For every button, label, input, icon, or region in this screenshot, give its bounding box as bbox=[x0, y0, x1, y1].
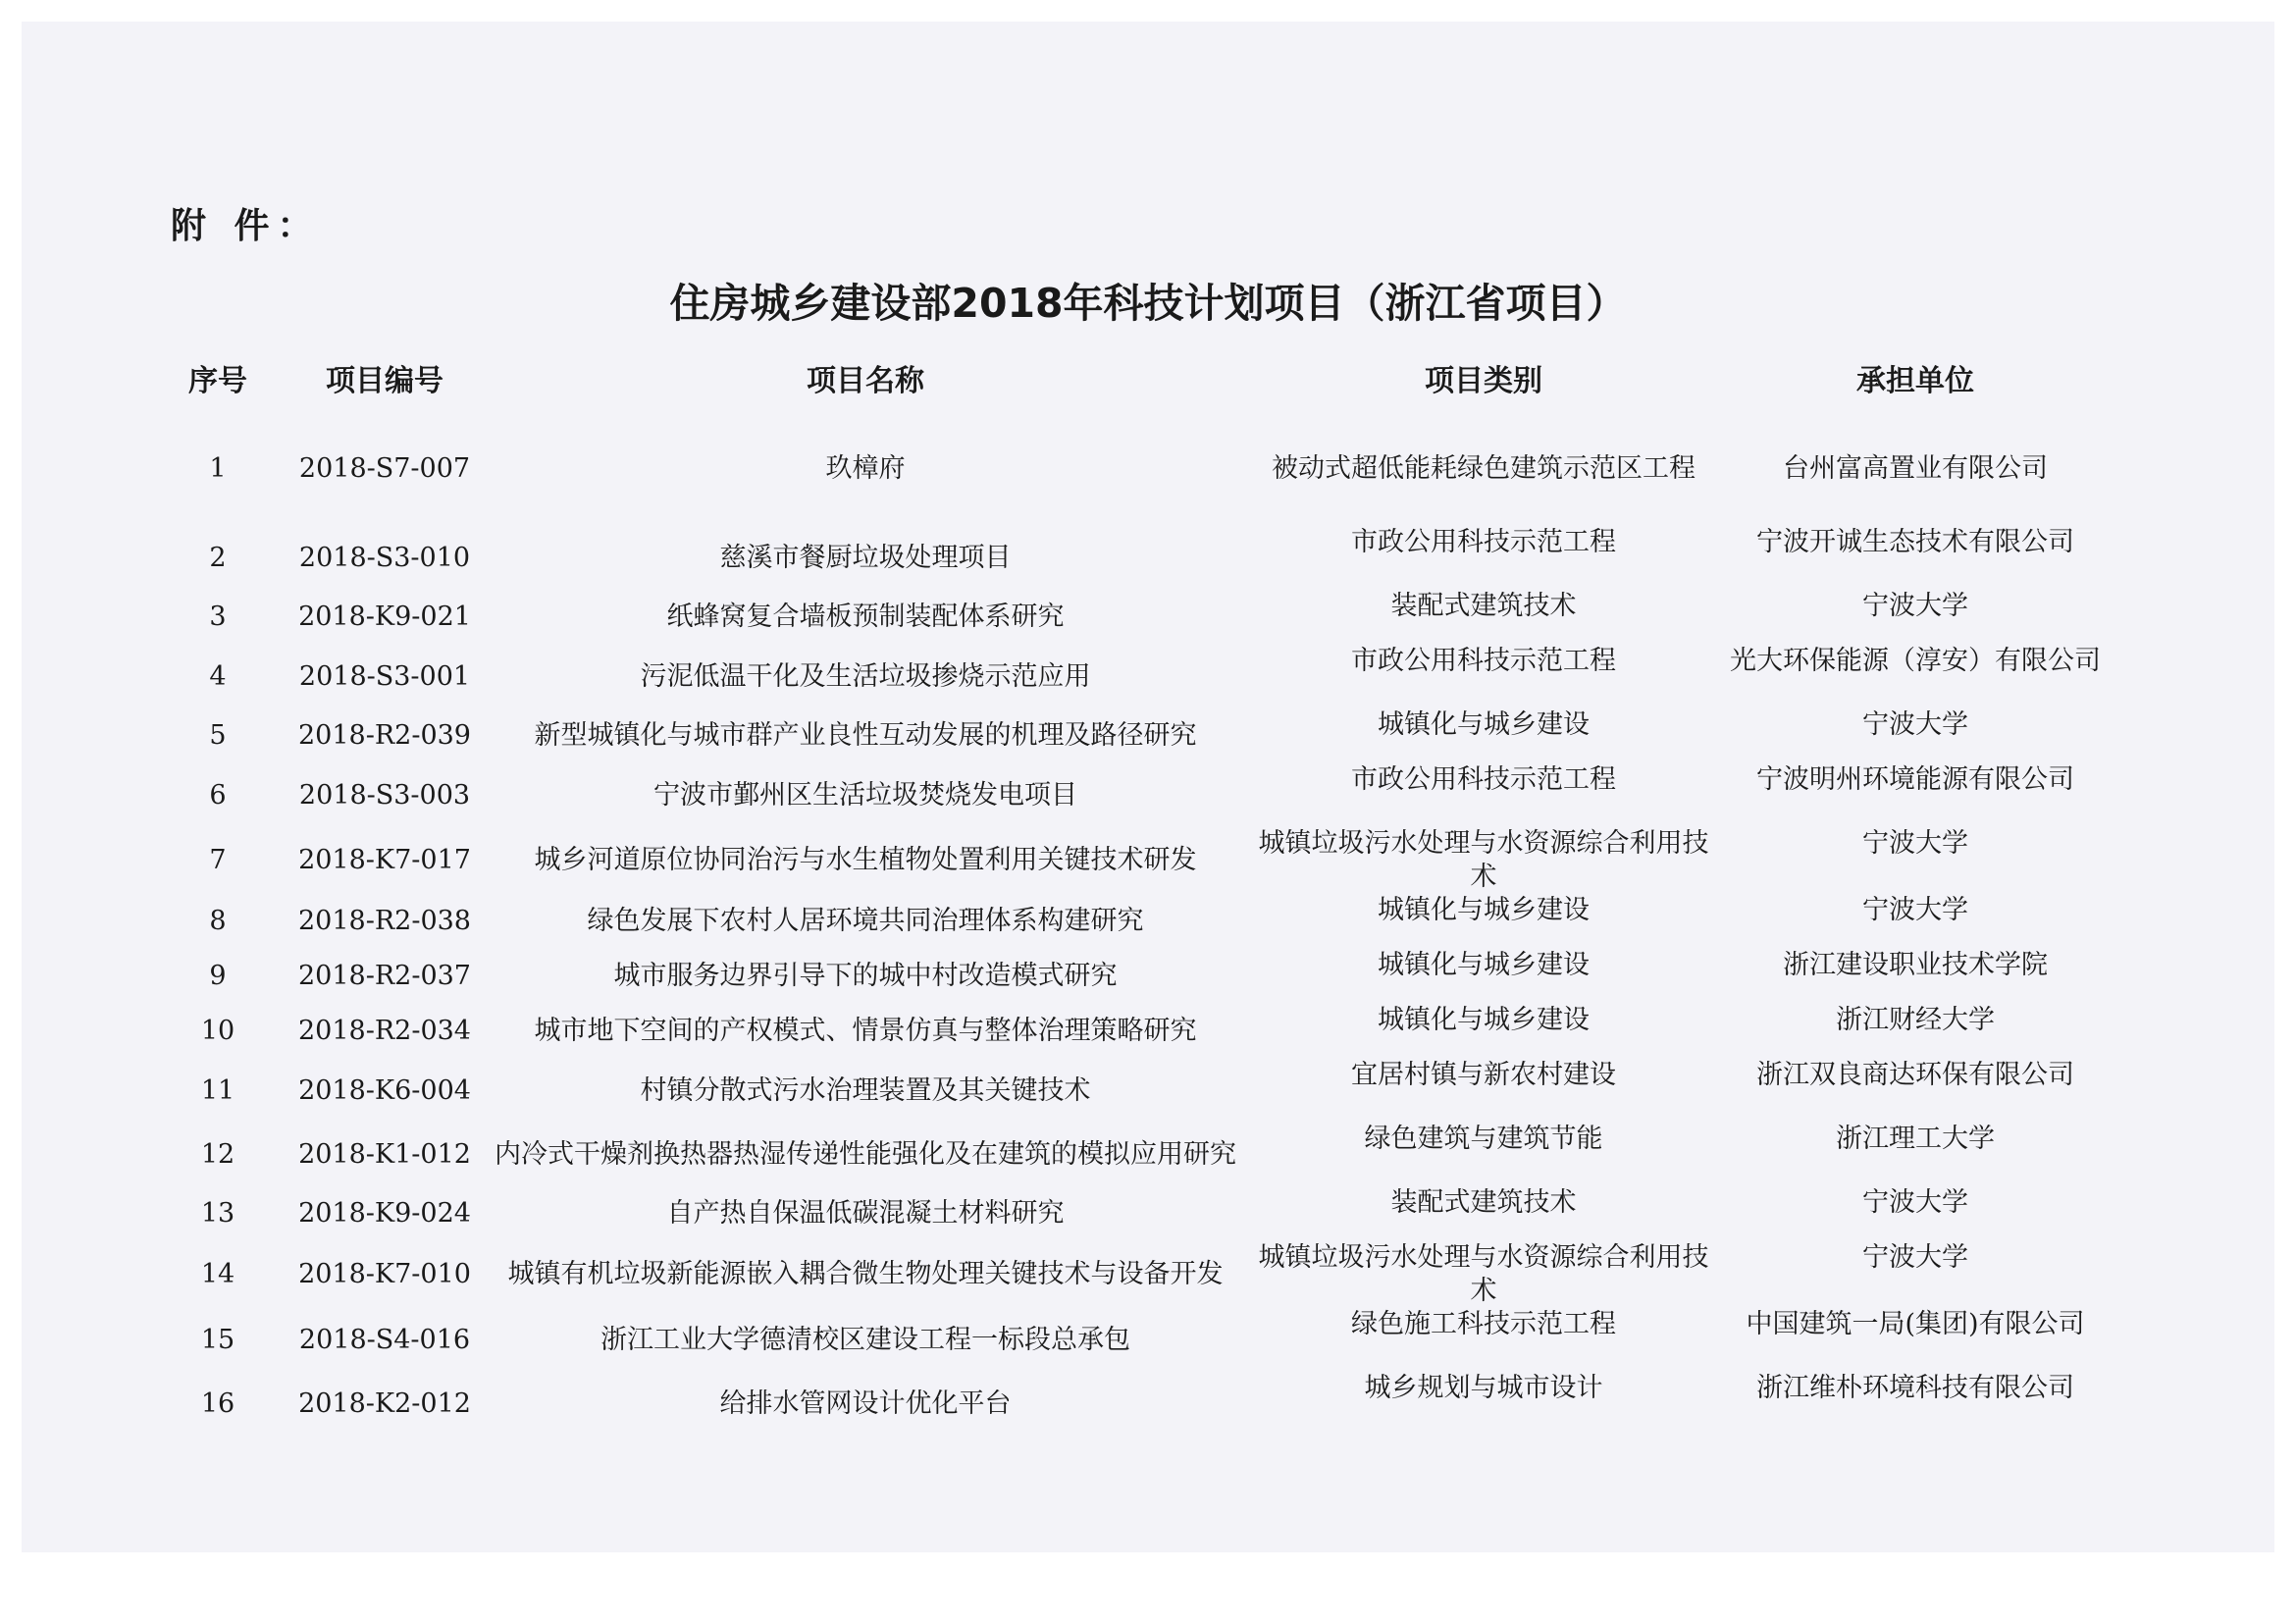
attachment-label: 附 件： bbox=[171, 206, 321, 246]
cell-seq: 2 bbox=[209, 542, 227, 573]
cell-seq: 13 bbox=[200, 1198, 235, 1229]
cell-project-category: 市政公用科技示范工程 bbox=[1351, 527, 1616, 557]
cell-project-code: 2018-R2-034 bbox=[297, 1016, 471, 1046]
table-row bbox=[149, 412, 2112, 526]
table-row bbox=[149, 827, 2112, 894]
cell-project-name: 慈溪市餐厨垃圾处理项目 bbox=[719, 542, 1012, 573]
cell-seq: 9 bbox=[209, 961, 227, 991]
table-row bbox=[149, 763, 2112, 827]
table-row bbox=[149, 1241, 2112, 1308]
cell-seq: 10 bbox=[200, 1016, 235, 1046]
cell-project-name: 绿色发展下农村人居环境共同治理体系构建研究 bbox=[587, 906, 1144, 936]
cell-seq: 3 bbox=[209, 602, 227, 632]
cell-project-code: 2018-K9-024 bbox=[298, 1198, 471, 1229]
cell-seq: 12 bbox=[200, 1138, 235, 1170]
cell-project-name: 村镇分散式污水治理装置及其关键技术 bbox=[640, 1074, 1091, 1106]
cell-undertaking-unit: 宁波大学 bbox=[1862, 828, 1968, 859]
cell-project-category: 城镇垃圾污水处理与水资源综合利用技术 bbox=[1258, 1242, 1709, 1306]
cell-project-code: 2018-R2-038 bbox=[297, 906, 471, 936]
cell-undertaking-unit: 浙江双良商达环保有限公司 bbox=[1756, 1060, 2074, 1090]
cell-project-name: 宁波市鄞州区生活垃圾焚烧发电项目 bbox=[653, 779, 1077, 811]
cell-seq: 14 bbox=[200, 1259, 235, 1289]
cell-project-category: 市政公用科技示范工程 bbox=[1351, 764, 1616, 795]
document-title: 住房城乡建设部2018年科技计划项目（浙江省项目） bbox=[669, 280, 1627, 327]
cell-undertaking-unit: 宁波大学 bbox=[1862, 1187, 1968, 1218]
cell-project-category: 绿色施工科技示范工程 bbox=[1351, 1309, 1616, 1339]
cell-project-code: 2018-R2-039 bbox=[297, 720, 471, 751]
cell-undertaking-unit: 中国建筑一局(集团)有限公司 bbox=[1746, 1309, 2085, 1339]
cell-project-name: 城市服务边界引导下的城中村改造模式研究 bbox=[613, 961, 1118, 991]
cell-project-code: 2018-S3-010 bbox=[298, 542, 471, 573]
cell-undertaking-unit: 浙江维朴环境科技有限公司 bbox=[1756, 1373, 2074, 1403]
cell-seq: 11 bbox=[200, 1074, 235, 1106]
cell-project-category: 绿色建筑与建筑节能 bbox=[1364, 1124, 1603, 1154]
table-row bbox=[149, 1004, 2112, 1059]
cell-project-name: 内冷式干燥剂换热器热湿传递性能强化及在建筑的模拟应用研究 bbox=[495, 1138, 1236, 1170]
cell-project-category: 城镇化与城乡建设 bbox=[1378, 709, 1590, 740]
cell-undertaking-unit: 宁波明州环境能源有限公司 bbox=[1756, 764, 2074, 795]
cell-project-category: 装配式建筑技术 bbox=[1390, 591, 1577, 621]
cell-project-name: 城市地下空间的产权模式、情景仿真与整体治理策略研究 bbox=[534, 1016, 1197, 1046]
cell-undertaking-unit: 浙江理工大学 bbox=[1836, 1124, 1995, 1154]
header-undertaking-unit: 承担单位 bbox=[1856, 364, 1974, 398]
cell-project-category: 城镇化与城乡建设 bbox=[1378, 1005, 1590, 1035]
cell-seq: 4 bbox=[209, 660, 227, 692]
cell-undertaking-unit: 宁波大学 bbox=[1862, 709, 1968, 740]
table-row bbox=[149, 1308, 2112, 1372]
cell-project-code: 2018-S3-003 bbox=[298, 779, 471, 811]
table-row bbox=[149, 1372, 2112, 1436]
cell-project-code: 2018-S3-001 bbox=[298, 660, 471, 692]
cell-project-name: 污泥低温干化及生活垃圾掺烧示范应用 bbox=[640, 660, 1091, 692]
cell-project-category: 宜居村镇与新农村建设 bbox=[1351, 1060, 1616, 1090]
cell-project-name: 浙江工业大学德清校区建设工程一标段总承包 bbox=[600, 1324, 1130, 1355]
cell-undertaking-unit: 宁波大学 bbox=[1862, 1242, 1968, 1273]
table-row bbox=[149, 949, 2112, 1004]
cell-project-category: 城镇化与城乡建设 bbox=[1378, 895, 1590, 925]
cell-project-category: 市政公用科技示范工程 bbox=[1351, 646, 1616, 676]
cell-project-code: 2018-R2-037 bbox=[297, 961, 471, 991]
cell-project-code: 2018-K7-010 bbox=[298, 1259, 471, 1289]
cell-undertaking-unit: 台州富高置业有限公司 bbox=[1783, 453, 2048, 484]
table-header-row bbox=[149, 351, 2112, 412]
cell-project-name: 自产热自保温低碳混凝土材料研究 bbox=[666, 1198, 1065, 1229]
cell-project-name: 新型城镇化与城市群产业良性互动发展的机理及路径研究 bbox=[534, 720, 1197, 751]
cell-undertaking-unit: 宁波大学 bbox=[1862, 591, 1968, 621]
cell-seq: 7 bbox=[209, 845, 227, 875]
table-row bbox=[149, 894, 2112, 949]
cell-seq: 15 bbox=[200, 1324, 235, 1355]
cell-project-name: 纸蜂窝复合墙板预制装配体系研究 bbox=[666, 602, 1065, 632]
cell-project-category: 城镇化与城乡建设 bbox=[1378, 950, 1590, 980]
document-page bbox=[22, 22, 2274, 1552]
cell-project-code: 2018-K9-021 bbox=[298, 602, 471, 632]
cell-project-category: 被动式超低能耗绿色建筑示范区工程 bbox=[1272, 453, 1696, 484]
cell-seq: 5 bbox=[209, 720, 227, 751]
cell-project-category: 装配式建筑技术 bbox=[1390, 1187, 1577, 1218]
header-project-code: 项目编号 bbox=[326, 364, 444, 398]
cell-undertaking-unit: 光大环保能源（淳安）有限公司 bbox=[1730, 646, 2101, 676]
cell-project-code: 2018-K7-017 bbox=[298, 845, 471, 875]
cell-undertaking-unit: 宁波大学 bbox=[1862, 895, 1968, 925]
cell-project-category: 城镇垃圾污水处理与水资源综合利用技术 bbox=[1258, 828, 1709, 892]
cell-project-category: 城乡规划与城市设计 bbox=[1364, 1373, 1603, 1403]
cell-project-name: 给排水管网设计优化平台 bbox=[719, 1387, 1012, 1419]
header-project-category: 项目类别 bbox=[1425, 364, 1542, 398]
header-seq: 序号 bbox=[188, 364, 247, 398]
table-row bbox=[149, 526, 2112, 590]
cell-project-code: 2018-K6-004 bbox=[298, 1074, 471, 1106]
project-table bbox=[149, 351, 2112, 1436]
table-row bbox=[149, 1186, 2112, 1241]
table-row bbox=[149, 1123, 2112, 1186]
cell-project-code: 2018-K2-012 bbox=[298, 1387, 471, 1419]
cell-project-name: 玖樟府 bbox=[825, 453, 906, 484]
cell-undertaking-unit: 浙江财经大学 bbox=[1836, 1005, 1995, 1035]
cell-undertaking-unit: 浙江建设职业技术学院 bbox=[1783, 950, 2048, 980]
header-project-name: 项目名称 bbox=[807, 364, 924, 398]
table-row bbox=[149, 645, 2112, 708]
cell-project-code: 2018-K1-012 bbox=[298, 1138, 471, 1170]
cell-seq: 16 bbox=[200, 1387, 235, 1419]
cell-project-name: 城镇有机垃圾新能源嵌入耦合微生物处理关键技术与设备开发 bbox=[507, 1259, 1224, 1289]
cell-project-name: 城乡河道原位协同治污与水生植物处置利用关键技术研发 bbox=[534, 845, 1197, 875]
cell-seq: 6 bbox=[209, 779, 227, 811]
table-row bbox=[149, 708, 2112, 763]
cell-project-code: 2018-S7-007 bbox=[298, 453, 471, 484]
table-row bbox=[149, 590, 2112, 645]
cell-seq: 8 bbox=[209, 906, 227, 936]
table-row bbox=[149, 1059, 2112, 1123]
cell-undertaking-unit: 宁波开诚生态技术有限公司 bbox=[1756, 527, 2074, 557]
cell-seq: 1 bbox=[209, 453, 227, 484]
cell-project-code: 2018-S4-016 bbox=[298, 1324, 471, 1355]
